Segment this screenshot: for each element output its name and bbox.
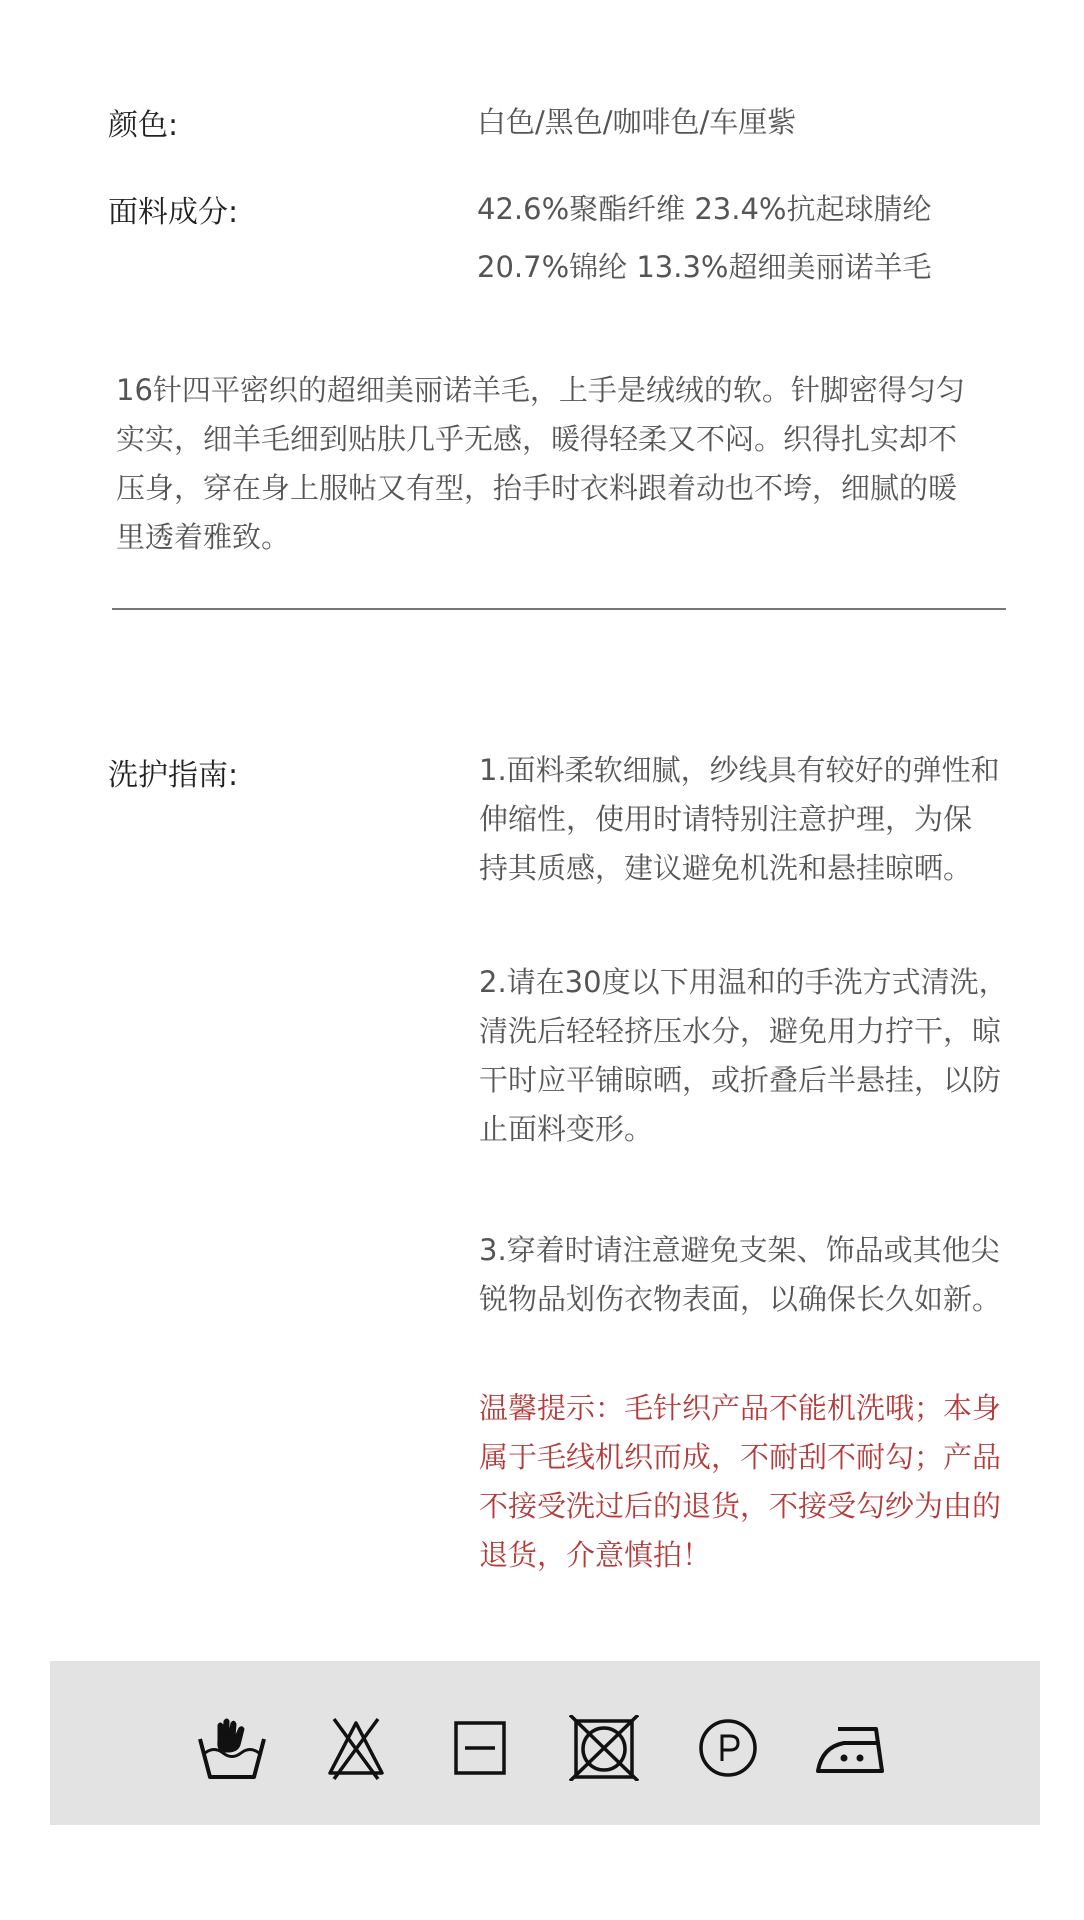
- care-line: 干时应平铺晾晒，或折叠后半悬挂，以防: [479, 1063, 1002, 1097]
- care-label: 洗护指南:: [108, 758, 239, 793]
- care-point-1: [479, 746, 1039, 893]
- do-not-bleach-icon: [320, 1715, 392, 1781]
- description-line: 压身，穿在身上服帖又有型，抬手时衣料跟着动也不垮，细腻的暖: [116, 471, 958, 505]
- section-divider: [112, 608, 1006, 610]
- iron-medium-icon: [816, 1715, 888, 1781]
- care-point-3: [479, 1226, 1039, 1324]
- description: [116, 366, 1016, 562]
- notice-line: 退货，介意慎拍！: [479, 1538, 712, 1572]
- color-label: 颜色:: [108, 108, 179, 143]
- hand-wash-icon: [196, 1715, 268, 1781]
- description-line: 16针四平密织的超细美丽诺羊毛，上手是绒绒的软。针脚密得匀匀: [116, 373, 965, 407]
- care-line: 伸缩性，使用时请特别注意护理，为保: [479, 802, 973, 836]
- description-line: 实实，细羊毛细到贴肤几乎无感，暖得轻柔又不闷。织得扎实却不: [116, 422, 958, 456]
- care-notice: [479, 1384, 1039, 1580]
- care-line: 1.面料柔软细腻，纱线具有较好的弹性和: [479, 753, 1000, 787]
- notice-line: 属于毛线机织而成，不耐刮不耐勾；产品: [479, 1440, 1002, 1474]
- fabric-line-2: 20.7%锦纶 13.3%超细美丽诺羊毛: [477, 250, 932, 284]
- dry-clean-p-icon: [692, 1715, 764, 1781]
- notice-line: 温馨提示：毛针织产品不能机洗哦；本身: [479, 1391, 1002, 1425]
- color-value: 白色/黑色/咖啡色/车厘紫: [477, 105, 797, 139]
- care-line: 止面料变形。: [479, 1112, 654, 1146]
- do-not-tumble-dry-icon: [568, 1715, 640, 1781]
- notice-line: 不接受洗过后的退货，不接受勾纱为由的: [479, 1489, 1002, 1523]
- care-line: 持其质感，建议避免机洗和悬挂晾晒。: [479, 851, 973, 885]
- care-line: 3.穿着时请注意避免支架、饰品或其他尖: [479, 1233, 1000, 1267]
- care-line: 清洗后轻轻挤压水分，避免用力拧干，晾: [479, 1014, 1002, 1048]
- fabric-label: 面料成分:: [108, 195, 239, 230]
- fabric-line-1: 42.6%聚酯纤维 23.4%抗起球腈纶: [477, 192, 932, 226]
- dry-flat-icon: [444, 1715, 516, 1781]
- care-line: 2.请在30度以下用温和的手洗方式清洗，: [479, 965, 1008, 999]
- description-line: 里透着雅致。: [116, 520, 291, 554]
- care-line: 锐物品划伤衣物表面，以确保长久如新。: [479, 1282, 1002, 1316]
- care-point-2: [479, 958, 1039, 1154]
- care-symbols-bar: [50, 1661, 1040, 1825]
